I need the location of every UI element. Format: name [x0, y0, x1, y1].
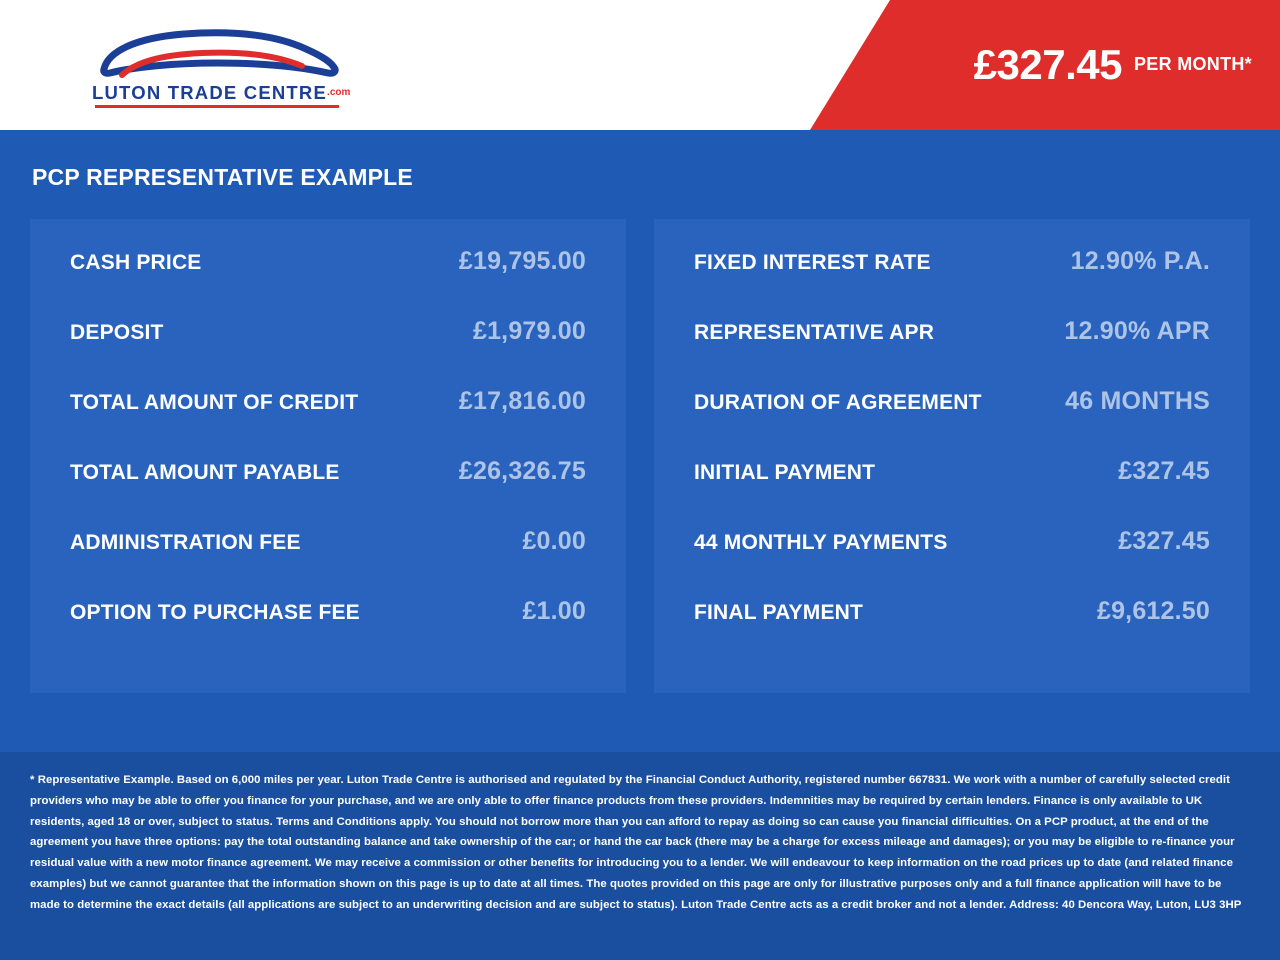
disclaimer-section — [0, 752, 1280, 960]
logo-wordmark — [92, 82, 351, 104]
table-row — [70, 247, 586, 317]
row-label: FIXED INTEREST RATE — [694, 251, 931, 274]
table-row — [694, 387, 1210, 457]
disclaimer-text: * Representative Example. Based on 6,000 miles per year. Luton Trade Centre is authorised and regulated by the Financial Conduct Authority, registered number 667831. We work with a number of carefully selected credit providers who may be able to offer you finance for your purchase, and we are only able to offer finance products from these providers. Indemnities may be required by certain lenders. Finance is only available to UK residents, aged 18 or over, subject to status. Terms and Conditions apply. You should not borrow more than you can afford to repay as doing so can cause you financial difficulties. On a PCP product, at the end of the agreement you have three options: pay the total outstanding balance and take ownership of the car; or hand the car back (there may be a charge for excess mileage and damages); or you may be eligible to re-finance your residual value with a new motor finance agreement. We may receive a commission or other benefits for introducing you to a lender. We will endeavour to keep information on the road prices up to date (and related finance examples) but we cannot guarantee that the information shown on this page is up to date at all times. The quotes provided on this page are only for illustrative purposes only and a full finance application will have to be made to determine the exact details (all applications are subject to an underwriting decision and are subject to status). Luton Trade Centre acts as a credit broker and not a lender. Address: 40 Dencora Way, Luton, LU3 3HP — [30, 774, 1242, 911]
logo-name: LUTON TRADE CENTRE — [92, 82, 328, 103]
row-value: £1,979.00 — [472, 317, 586, 345]
table-row — [694, 597, 1210, 667]
table-row — [70, 387, 586, 457]
luton-trade-centre-logo — [92, 22, 351, 108]
row-label: REPRESENTATIVE APR — [694, 321, 935, 344]
table-row — [70, 317, 586, 387]
table-row — [70, 457, 586, 527]
row-value: £1.00 — [522, 597, 586, 625]
finance-card-right — [654, 219, 1250, 693]
row-label: OPTION TO PURCHASE FEE — [70, 601, 360, 624]
table-row — [694, 527, 1210, 597]
row-value: £26,326.75 — [458, 457, 586, 485]
row-value: 12.90% P.A. — [1070, 247, 1210, 275]
row-label: TOTAL AMOUNT PAYABLE — [70, 461, 340, 484]
row-value: £0.00 — [522, 527, 586, 555]
row-label: CASH PRICE — [70, 251, 202, 274]
monthly-price-period: PER MONTH* — [1133, 53, 1252, 74]
row-label: 44 MONTHLY PAYMENTS — [694, 531, 948, 554]
logo-dotcom: .com — [327, 87, 351, 98]
finance-cards — [30, 219, 1250, 693]
table-row — [70, 527, 586, 597]
page-title: PCP REPRESENTATIVE EXAMPLE — [32, 164, 413, 190]
row-value: £9,612.50 — [1096, 597, 1210, 625]
row-value: £19,795.00 — [458, 247, 586, 275]
monthly-price-block — [974, 0, 1252, 130]
row-value: £327.45 — [1118, 527, 1210, 555]
row-label: DEPOSIT — [70, 321, 164, 344]
page-header — [0, 0, 1280, 130]
row-value: 12.90% APR — [1064, 317, 1210, 345]
row-value: 46 MONTHS — [1065, 387, 1210, 415]
table-row — [694, 317, 1210, 387]
row-value: £327.45 — [1118, 457, 1210, 485]
table-row — [694, 247, 1210, 317]
table-row — [694, 457, 1210, 527]
table-row — [70, 597, 586, 667]
logo-underline — [95, 105, 339, 108]
finance-card-left — [30, 219, 626, 693]
row-value: £17,816.00 — [458, 387, 586, 415]
row-label: FINAL PAYMENT — [694, 601, 864, 624]
row-label: TOTAL AMOUNT OF CREDIT — [70, 391, 359, 414]
finance-details-section — [0, 130, 1280, 752]
monthly-price-amount: £327.45 — [973, 41, 1122, 88]
row-label: INITIAL PAYMENT — [694, 461, 876, 484]
row-label: DURATION OF AGREEMENT — [694, 391, 982, 414]
car-logo-icon — [92, 22, 342, 88]
row-label: ADMINISTRATION FEE — [70, 531, 301, 554]
